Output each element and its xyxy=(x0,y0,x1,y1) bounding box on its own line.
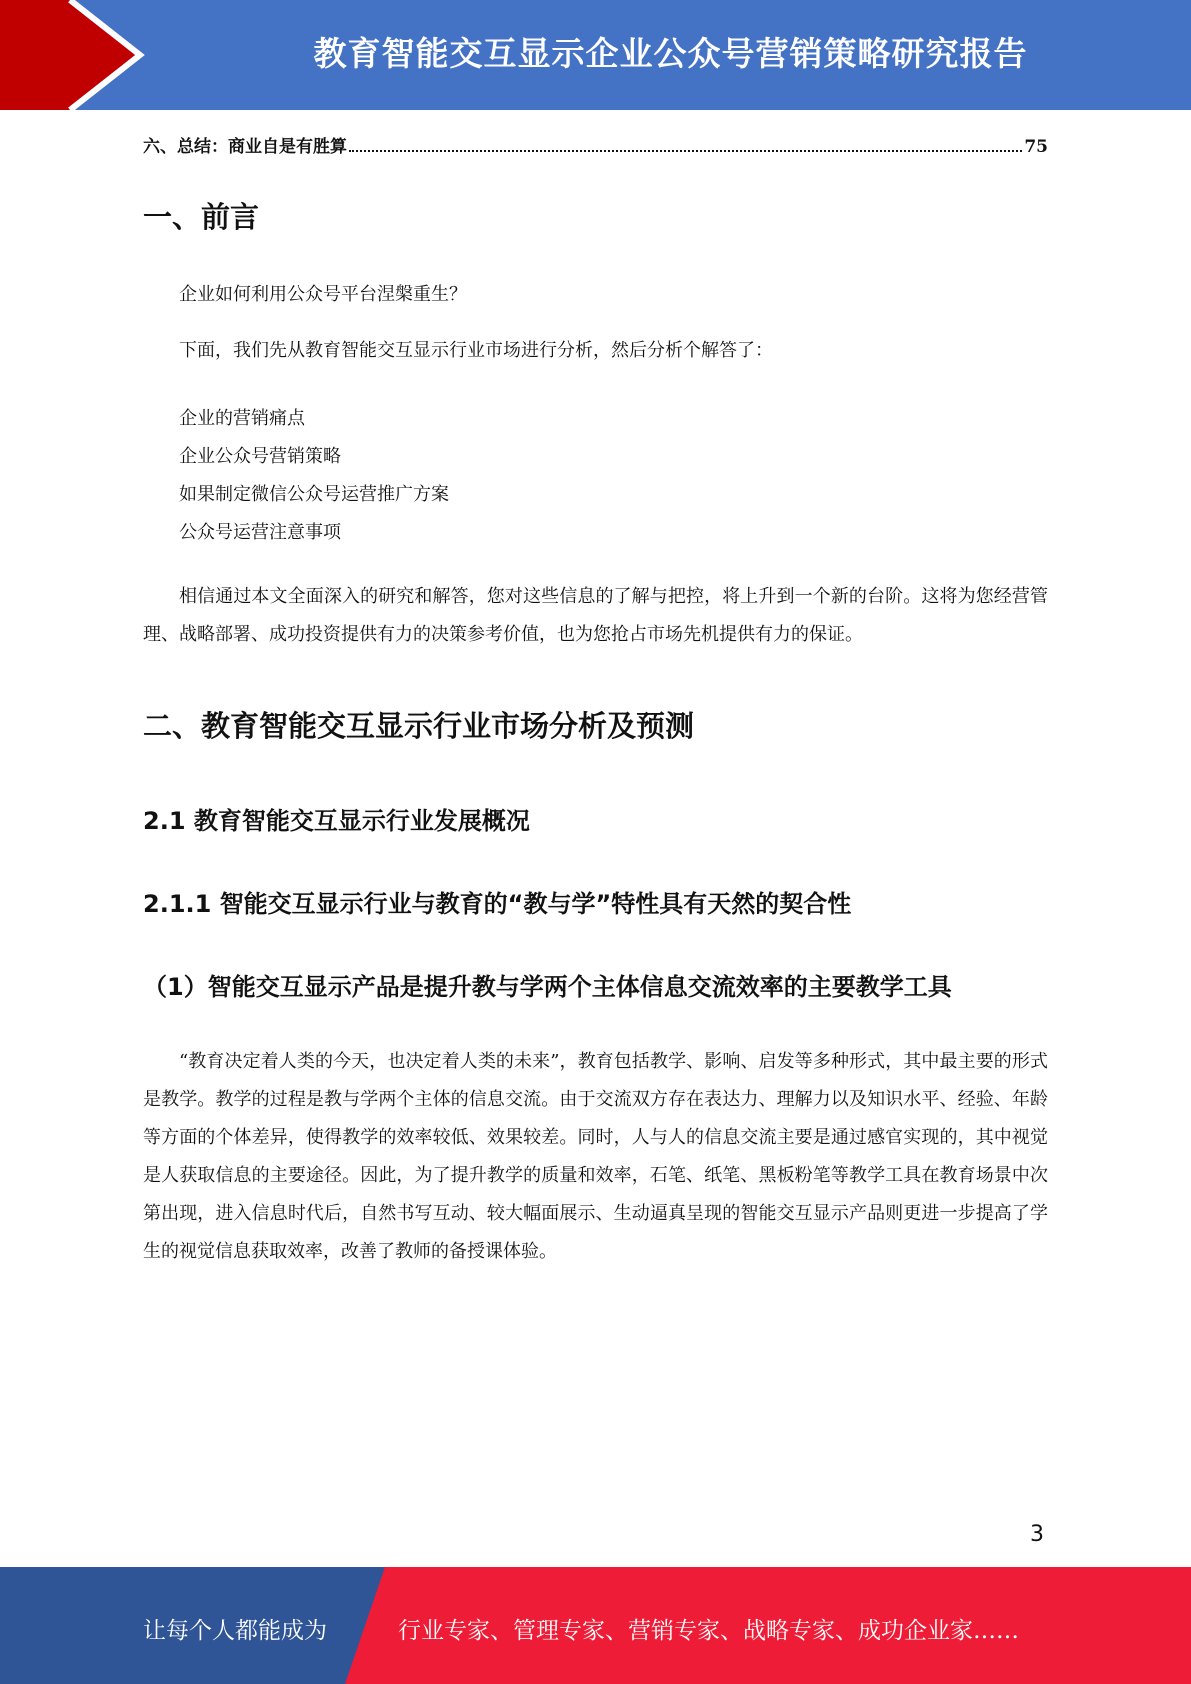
document-body xyxy=(143,195,1048,1271)
footer-slogan-left: 让每个人都能成为 xyxy=(143,1618,327,1644)
page-number: 3 xyxy=(1030,1522,1044,1547)
list-item: 公众号运营注意事项 xyxy=(179,522,341,543)
subsection-heading: 2.1 教育智能交互显示行业发展概况 xyxy=(143,807,530,835)
paragraph: 相信通过本文全面深入的研究和解答，您对这些信息的了解与把控，将上升到一个新的台阶。这将为您经营管理、战略部署、成功投资提供有力的决策参考价值，也为您抢占市场先机提供有力的保证。 xyxy=(143,586,1048,645)
list-item: 企业公众号营销策略 xyxy=(179,446,341,467)
toc-entry[interactable] xyxy=(143,132,1048,157)
list xyxy=(143,400,1048,552)
red-chevron-decoration xyxy=(0,0,160,110)
section-heading-preface: 一、前言 xyxy=(143,200,260,234)
list-item: 企业的营销痛点 xyxy=(179,408,305,429)
toc-entry-label: 六、总结：商业自是有胜算 xyxy=(143,137,347,157)
list-item: 如果制定微信公众号运营推广方案 xyxy=(179,484,449,505)
toc-leader-dots xyxy=(349,150,1022,152)
paragraph: “教育决定着人类的今天，也决定着人类的未来”，教育包括教学、影响、启发等多种形式，其中最主要的形式是教学。教学的过程是教与学两个主体的信息交流。由于交流双方存在表达力、理解力以及知识水平、经验、年龄等方面的个体差异，使得教学的效率较低、效果较差。同时，人与人的信息交流主要是通过感官实现的，其中视觉是人获取信息的主要途径。因此，为了提升教学的质量和效率，石笔、纸笔、黑板粉笔等教学工具在教育场景中次第出现，进入信息时代后，自然书写互动、较大幅面展示、生动逼真呈现的智能交互显示产品则更进一步提高了学生的视觉信息获取效率，改善了教师的备授课体验。 xyxy=(143,1051,1048,1262)
footer-banner xyxy=(0,1567,1191,1684)
subsection-heading: 2.1.1 智能交互显示行业与教育的“教与学”特性具有天然的契合性 xyxy=(143,890,852,918)
footer-slogan-right: 行业专家、管理专家、营销专家、战略专家、成功企业家…… xyxy=(398,1618,1019,1644)
paragraph: 下面，我们先从教育智能交互显示行业市场进行分析，然后分析个解答了： xyxy=(179,340,773,361)
toc-entry-page: 75 xyxy=(1024,137,1048,157)
subsection-heading: （1）智能交互显示产品是提升教与学两个主体信息交流效率的主要教学工具 xyxy=(143,973,952,1001)
header-banner xyxy=(0,0,1191,110)
section-heading-market: 二、教育智能交互显示行业市场分析及预测 xyxy=(143,709,695,743)
paragraph: 企业如何利用公众号平台涅槃重生？ xyxy=(179,284,467,305)
report-title: 教育智能交互显示企业公众号营销策略研究报告 xyxy=(313,34,1028,73)
